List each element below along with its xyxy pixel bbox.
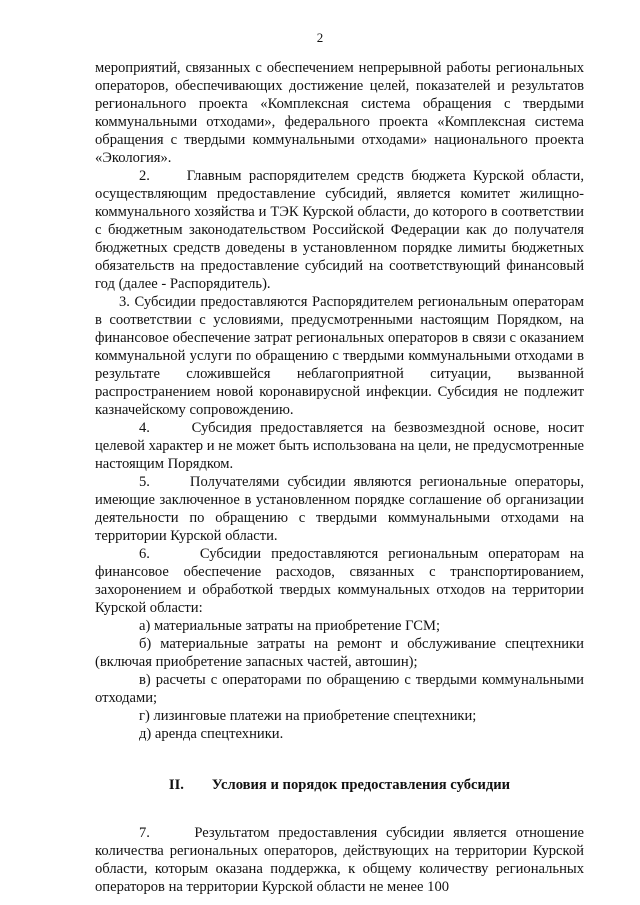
section-title: Условия и порядок предоставления субсидии (211, 777, 511, 793)
list-item: а) материальные затраты на приобретение ГСМ; (139, 618, 441, 634)
document-body (95, 59, 584, 896)
list-item: б) материальные затраты на ремонт и обслуживание спецтехники (включая приобретение запасных частей, автошин); (95, 636, 584, 670)
list-item: в) расчеты с операторами по обращению с твердыми коммунальными отходами; (95, 672, 584, 706)
section-number: II. (168, 777, 184, 793)
section-heading (95, 776, 584, 794)
list-item: г) лизинговые платежи на приобретение спецтехники; (139, 708, 477, 724)
paragraph-2: 2. Главным распорядителем средств бюджета Курской области, осуществляющим предоставление субсидий, является комитет жилищно-коммунального хозяйства и ТЭК Курской области, до которого в соответствии с бюджетным законодательством Российской Федерации как до получателя бюджетных средств доведены в установленном порядке лимиты бюджетных обязательств на предоставление субсидий на соответствующий финансовый год (далее - Распорядитель). (95, 168, 584, 292)
paragraph-5: 5. Получателями субсидии являются региональные операторы, имеющие заключенное в установленном порядке соглашение об организации деятельности по обращению с твердыми коммунальными отходами на территории Курской области. (95, 474, 584, 544)
paragraph-6: 6. Субсидии предоставляются региональным операторам на финансовое обеспечение расходов, связанных с транспортированием, захоронением и обработкой твердых коммунальных отходов на территории Курской области: (95, 546, 584, 616)
list-item: д) аренда спецтехники. (139, 726, 284, 742)
paragraph-3: 3. Субсидии предоставляются Распорядителем региональным операторам в соответствии с условиями, предусмотренными настоящим Порядком, на финансовое обеспечение затрат региональных операторов в связи с оказанием коммунальной услуги по обращению с твердыми коммунальными отходами в результате сложившейся неблагоприятной ситуации, вызванной распространением новой коронавирусной инфекции. Субсидия не подлежит казначейскому сопровождению. (95, 294, 584, 418)
paragraph-7: 7. Результатом предоставления субсидии является отношение количества региональных операторов, действующих на территории Курской области, которым оказана поддержка, к общему количеству региональных операторов на территории Курской области не менее 100 (95, 825, 584, 895)
page-number: 2 (316, 30, 324, 45)
paragraph-continuation: мероприятий, связанных с обеспечением непрерывной работы региональных операторов, обеспечивающих достижение целей, показателей и результатов регионального проекта «Комплексная система обращения с твердыми коммунальными отходами», федерального проекта «Комплексная система обращения с твердыми коммунальными отходами» национального проекта «Экология». (95, 60, 584, 166)
paragraph-4: 4. Субсидия предоставляется на безвозмездной основе, носит целевой характер и не может быть использована на цели, не предусмотренные настоящим Порядком. (95, 420, 584, 472)
